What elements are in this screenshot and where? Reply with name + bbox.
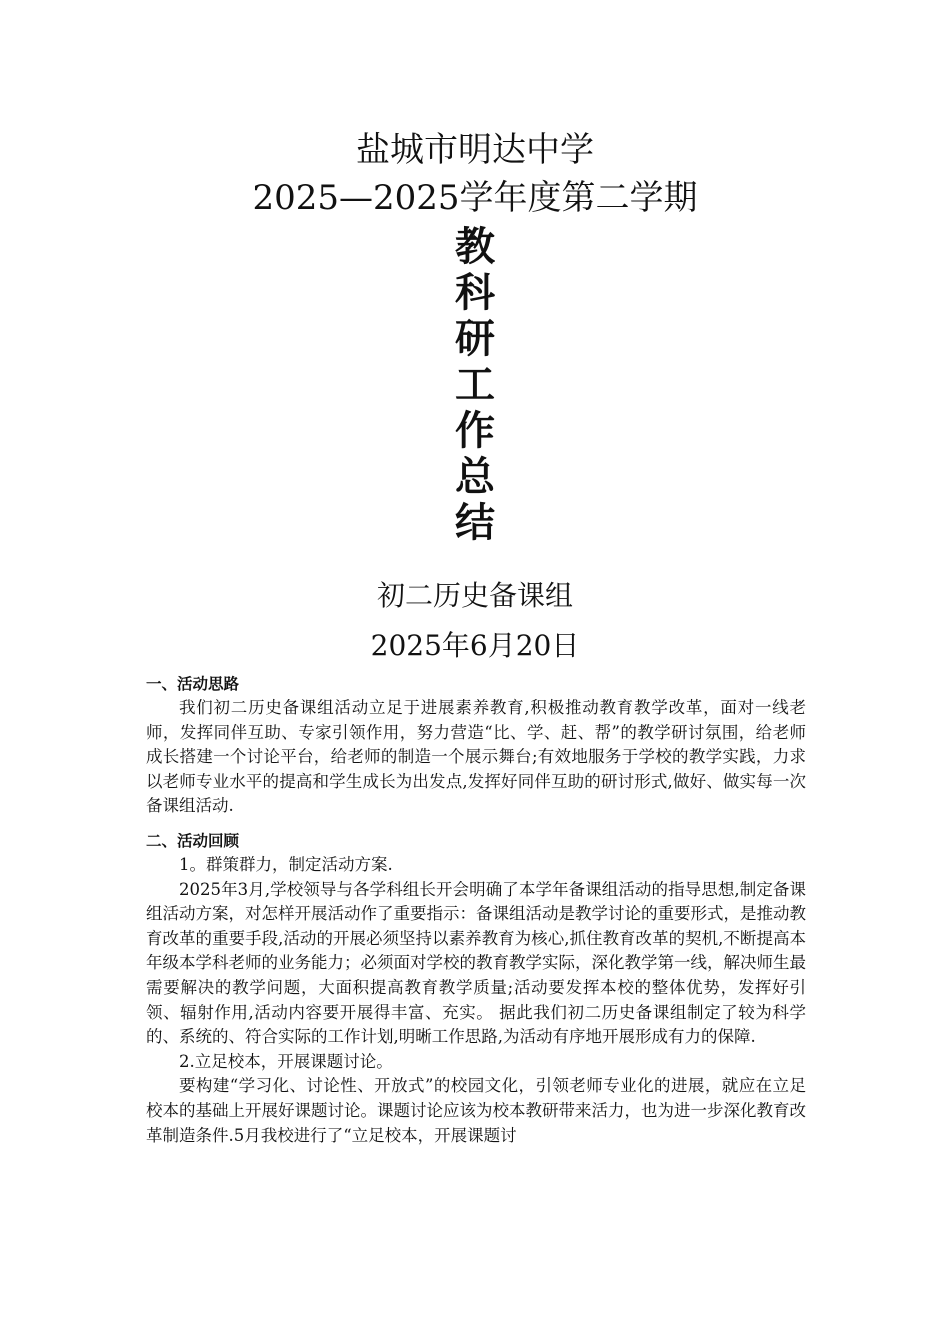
title-char: 总 [455,454,495,500]
paragraph: 2.立足校本，开展课题讨论。 [179,1051,393,1071]
title-char: 教 [455,224,495,270]
paragraph: 我们初二历史备课组活动立足于进展素养教育,积极推动教育教学改革，面对一线老师，发挥同伴互助、专家引领作用，努力营造“比、学、赶、帮”的教学研讨氛围，给老师成长搭建一个讨论平台，给老师的制造一个展示舞台;有效地服务于学校的教学实践，力求以老师专业水平的提高和学生成长为出发点,发挥好同伴互助的研讨形式,做好、做实每一次备课组活动. [146,698,806,816]
school-name: 盐城市明达中学 [356,130,594,170]
title-char: 研 [455,316,495,362]
title-char: 结 [455,500,495,546]
section-heading: 一、活动思路 [146,675,240,693]
paragraph: 要构建“学习化、讨论性、开放式”的校园文化，引领老师专业化的进展，就应在立足校本的基础上开展好课题讨论。课题讨论应该为校本教研带来活力，也为进一步深化教育改革制造条件.5月我校进行了“立足校本，开展课题讨 [146,1076,806,1145]
title-char: 作 [455,408,495,454]
paragraph: 2025年3月,学校领导与各学科组长开会明确了本学年备课组活动的指导思想,制定备课组活动方案，对怎样开展活动作了重要指示：备课组活动是教学讨论的重要形式，是推动教育改革的重要手段,活动的开展必须坚持以素养教育为核心,抓住教育改革的契机,不断提高本年级本学科老师的业务能力；必须面对学校的教育教学实际，深化教学第一线，解决师生最需要解决的教学问题，大面积提高教育教学质量;活动要发挥本校的整体优势，发挥好引领、辐射作用,活动内容要开展得丰富、充实。 据此我们初二历史备课组制定了较为科学的、系统的、符合实际的工作计划,明晰工作思路,为活动有序地开展形成有力的保障. [146,879,806,1047]
group-name: 初二历史备课组 [376,579,573,612]
document-date: 2025年6月20日 [370,629,580,662]
document-body [146,672,806,1148]
paragraph: 1。群策群力，制定活动方案. [179,854,393,874]
title-char: 工 [455,362,495,408]
document-title-vertical [0,224,950,546]
section-heading: 二、活动回顾 [146,831,240,850]
term-title: 2025—2025学年度第二学期 [252,178,698,218]
title-char: 科 [455,270,495,316]
